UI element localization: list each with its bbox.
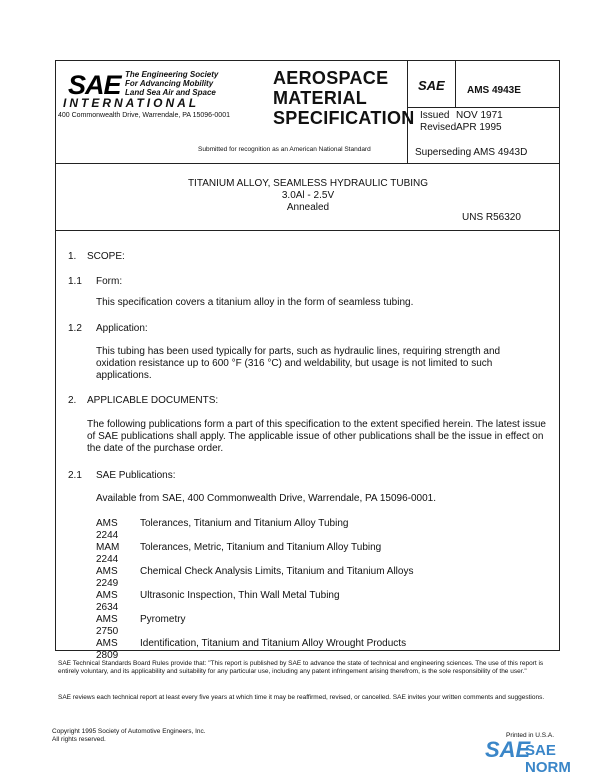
tagline-line: Land Sea Air and Space	[125, 88, 216, 97]
title-line: AEROSPACE	[273, 68, 389, 88]
tagline-line: The Engineering Society	[125, 70, 219, 79]
reference-title: Tolerances, Titanium and Titanium Alloy Tubing	[140, 518, 349, 529]
header-right-rule	[559, 60, 560, 650]
section-title: Application:	[96, 323, 148, 334]
subject-line: Annealed	[286, 202, 330, 213]
copyright	[52, 728, 206, 744]
reference-list	[96, 518, 413, 662]
section-number: 1.	[68, 251, 77, 262]
revised-label: Revised	[420, 122, 457, 133]
sae-small-logo: SAE	[418, 78, 445, 93]
printed-note: Printed in U.S.A.	[506, 732, 555, 739]
reference-title: Pyrometry	[140, 614, 186, 625]
reference-title: Ultrasonic Inspection, Thin Wall Metal Tubing	[140, 590, 340, 601]
ams-box-bottom	[407, 107, 559, 108]
revised-date: APR 1995	[456, 122, 502, 133]
society-tagline	[125, 70, 235, 97]
section-title: APPLICABLE DOCUMENTS:	[87, 395, 219, 406]
document-type-title	[273, 68, 415, 128]
international-label: INTERNATIONAL	[63, 96, 200, 110]
reference-code: AMS 2809	[96, 638, 119, 661]
reference-code: AMS 2750	[96, 614, 119, 637]
reference-code: AMS 2249	[96, 566, 119, 589]
section-number: 1.1	[68, 276, 82, 287]
issued-date: NOV 1971	[456, 110, 503, 121]
uns-number: UNS R56320	[462, 212, 521, 223]
section-number: 2.1	[68, 470, 82, 481]
superseding-note: Superseding AMS 4943D	[415, 147, 528, 158]
reference-code: MAM 2244	[96, 542, 120, 565]
subject-line: TITANIUM ALLOY, SEAMLESS HYDRAULIC TUBING	[187, 178, 429, 189]
reference-row	[96, 638, 413, 662]
board-rules-note: SAE Technical Standards Board Rules provide that: "This report is published by SAE to advance the state of technical and engineering sciences. The use of this report is entirely voluntary, and its applicability and suitability for any particular use, including any patent infringement arising therefrom, is the sole responsibility of the user."	[58, 660, 544, 675]
submitted-note: Submitted for recognition as an American National Standard	[198, 146, 371, 153]
issue-labels	[420, 110, 456, 134]
reference-row	[96, 542, 413, 566]
sae-address: 400 Commonwealth Drive, Warrendale, PA 15096-0001	[58, 112, 230, 119]
section-paragraph: This tubing has been used typically for parts, such as hydraulic lines, requiring strength and oxidation resistance up to 600 °F (316 °C) and weldability, but usage is not limited to such applications.	[96, 346, 501, 381]
ams-box-divider	[455, 60, 456, 107]
section-title: Form:	[96, 276, 123, 287]
header-bottom-rule	[55, 163, 560, 164]
reference-title: Identification, Titanium and Titanium Alloy Wrought Products	[140, 638, 407, 649]
section-number: 1.2	[68, 323, 82, 334]
sae-logo: SAE	[68, 70, 121, 100]
reference-code: AMS 2244	[96, 518, 119, 541]
title-line: SPECIFICATION	[273, 108, 415, 128]
subject-line: 3.0Al - 2.5V	[281, 190, 335, 201]
reference-row	[96, 590, 413, 614]
copyright-line: All rights reserved.	[52, 736, 106, 743]
reference-row	[96, 614, 413, 638]
review-note: SAE reviews each technical report at least every five years at which time it may be reaffirmed, revised, or cancelled. SAE invites your written comments and suggestions.	[58, 694, 545, 701]
issued-label: Issued	[420, 110, 450, 121]
section-paragraph: Available from SAE, 400 Commonwealth Drive, Warrendale, PA 15096-0001.	[96, 493, 436, 504]
reference-row	[96, 518, 413, 542]
watermark-sae-logo: SAE	[485, 737, 531, 762]
section-number: 2.	[68, 395, 77, 406]
reference-title: Chemical Check Analysis Limits, Titanium and Titanium Alloys	[140, 566, 414, 577]
header-top-rule	[55, 60, 560, 61]
watermark-norm: SAE NORM	[525, 742, 571, 776]
reference-code: AMS 2634	[96, 590, 119, 613]
document-subject	[56, 178, 560, 214]
section-paragraph: This specification covers a titanium alloy in the form of seamless tubing.	[96, 297, 414, 308]
reference-row	[96, 566, 413, 590]
header-left-rule	[55, 60, 56, 650]
issue-values	[456, 110, 503, 134]
section-title: SAE Publications:	[96, 470, 176, 481]
title-line: MATERIAL	[273, 88, 368, 108]
tagline-line: For Advancing Mobility	[125, 79, 214, 88]
ams-number: AMS 4943E	[467, 85, 521, 96]
reference-title: Tolerances, Metric, Titanium and Titanium Alloy Tubing	[140, 542, 382, 553]
section-paragraph: The following publications form a part of this specification to the extent specified herein. The latest issue of SAE publications shall apply. The applicable issue of other publications shall be the issue in effect on the date of the purchase order.	[87, 419, 546, 454]
subject-bottom-rule	[55, 230, 560, 231]
section-title: SCOPE:	[87, 251, 125, 262]
copyright-line: Copyright 1995 Society of Automotive Engineers, Inc.	[52, 728, 206, 735]
